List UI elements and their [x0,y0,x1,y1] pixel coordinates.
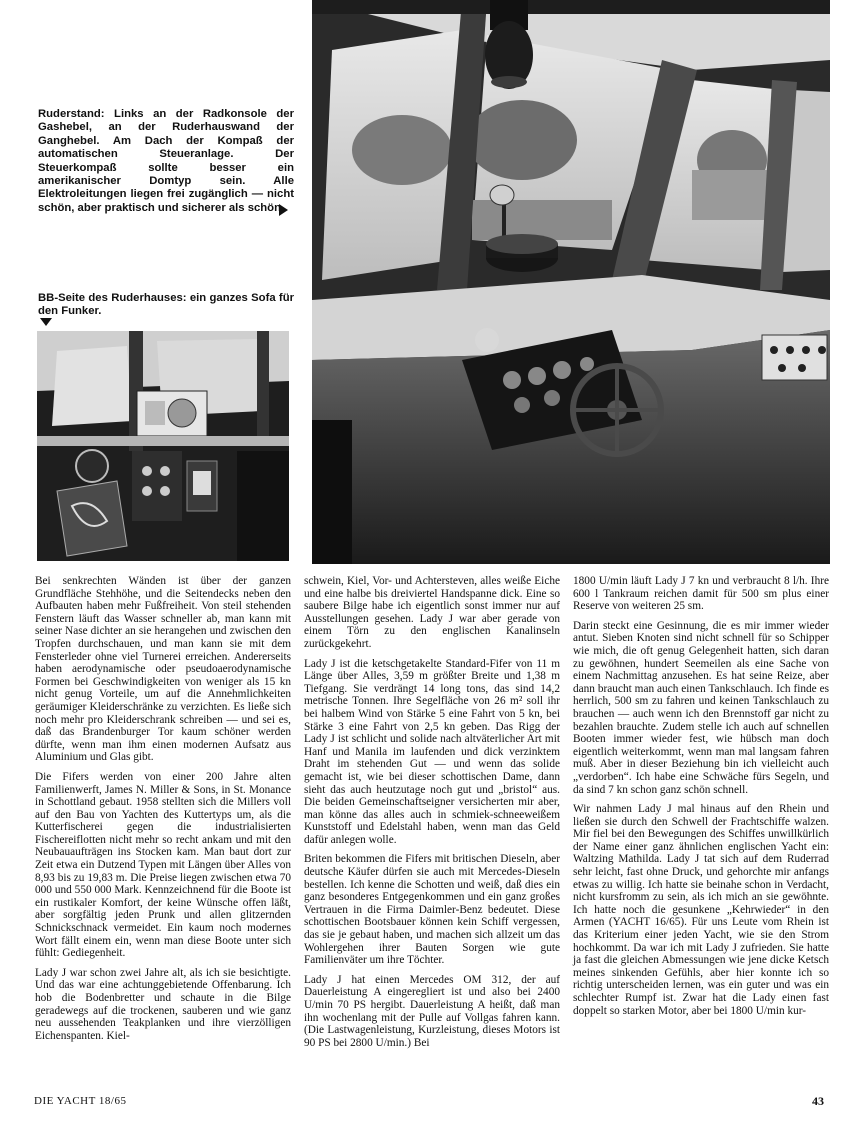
caption-ruderstand-text: Ruderstand: Links an der Radkonsole der Gashebel, an der Ruderhauswand der Ganghebel. Am Dach der Kompaß der automatischen Steueranlage. Der Steuerkompaß sollte besser ein amerikanischer Domtyp sein. Alle Elektroleitungen liegen frei zugänglich — nicht schön, aber praktisch und sicherer als schön. [38,108,294,214]
arrow-down-icon [40,318,52,326]
col2-paragraph-1: schwein, Kiel, Vor- und Achtersteven, alles weiße Eiche und eine halbe bis dreiviertel Handspanne dick. Eine so saubere Bilge habe ich eigentlich sonst immer nur auf Ausstellungen gesehen. Lady J war aber gerade von einem Törn zu den englischen Kanalinseln zurückgekehrt. [304,575,560,650]
col3-paragraph-3: Wir nahmen Lady J mal hinaus auf den Rhein und ließen sie durch den Schwell der Frachtschiffe walzen. Mir fiel bei den Bewegungen des Schiffes unwillkürlich der Name einer ganz ähnlichen englischen Yacht ein: Waltzing Mathilda. Lady J tat sich auf dem Ruderrad sehr leicht, fast ohne Druck, und gehorchte mir anfangs etwas zu willig. Ich hatte sie beinahe schon in Verdacht, nicht kursfromm zu sein, als ich mich an sie gewöhnte. Ich hatte noch die gesunkene „Kehrwieder“ in den Armen (YACHT 16/65). Für uns Leute vom Rhein ist das Kriterium einer jeden Yacht, wie sie den Strom hochkommt. Da war ich mit Lady J zufrieden. Sie hatte ja fast die gleichen Abmessungen wie jene dicke Ketsch meines sinkenden Gefühls, aber hier konnte ich so richtig unterscheiden lernen, was ein guter und was ein schlechter Rumpf ist. Zwar hat die Lady einen fast doppelt so starken Motor, aber bei 1800 U/min kur- [573,803,829,1017]
col1-paragraph-2: Die Fifers werden von einer 200 Jahre alten Familienwerft, James N. Miller & Sons, in St. Monance in Schottland gebaut. 1958 stellten sich die Millers voll auf den Bau von Yachten des Kuttertyps um, als die Kutterfischerei gegen die industrialisierten Fischereiflotten nicht mehr so recht ankam und mit den Neubauaufträgen ins Stocken kam. Man baut dort zur Zeit etwa ein Dutzend Typen mit Längen über Alles von 8,93 bis zu 19,83 m. Die Preise liegen zwischen etwa 70 000 und 550 000 Mark. Kennzeichnend für die Boote ist ein rustikaler Komfort, der keine Wünsche offen läßt, aber sorgfältig jeden Prunk und allen glitzernden Schnickschnack vermeidet. Ein kaum noch modernes Wort fällt einem ein, wenn man diese Boote unter sich fühlt: Gediegenheit. [35,770,291,960]
caption-bb-seite [38,292,294,319]
text-column-2 [304,575,560,1056]
text-column-1 [35,575,291,1049]
col2-paragraph-3: Briten bekommen die Fifers mit britischen Dieseln, aber deutsche Käufer dürfen sie auch mit Mercedes-Dieseln bestellen. Ich kenne die Schotten und weiß, daß dies ein ganz besonderes Entgegenkommen und ein ganz großes Vertrauen in die Firma Daimler-Benz bedeutet. Diese schottischen Bootsbauer können kein Schiff vergessen, das sie je gebaut haben, und machen sich allzeit um das Wohlergehen ihrer Bauten Sorgen wie gute Familienväter um ihre Töchter. [304,853,560,967]
photo-radio-sofa [37,331,289,561]
col2-paragraph-2: Lady J ist die ketschgetakelte Standard-Fifer von 11 m Länge über Alles, 3,59 m größter Breite und 1,38 m Tiefgang. Sie verdrängt 14 long tons, das sind 14,2 metrische Tonnen. Ihre Segelfläche von 26 m² soll ihr bei halbem Wind von Stärke 5 eine Fahrt von 5 kn, bei Stärke 3 eine Fahrt von 2,5 kn geben. Das Rigg der Lady J ist schlicht und solide nach altväterlicher Art mit Hanf und Manila im laufenden und dick verzinktem Draht im stehenden Gut — und wenn das solide gemacht ist, wie bei dieser schottischen Dame, dann sieht das auch heutzutage noch gut und „bristol“ aus. Die beiden Gemeinschaftseigner versicherten mir aber, man könne das alles auch in schmiek-schneeweißem Kunststoff und Edelstahl haben, wenn man das Geld dafür anlegen wolle. [304,657,560,846]
radio-illustration [37,331,289,561]
text-column-3 [573,575,829,1024]
arrow-right-icon [279,204,288,216]
wheelhouse-illustration [312,0,830,564]
col1-paragraph-1: Bei senkrechten Wänden ist über der ganzen Grundfläche Stehhöhe, und die Seitendecks neben den Aufbauten haben mehr Fußfreiheit. Von steil stehenden Fenstern läuft das Wasser schneller ab, man kann mit seiner Nase dichter an sie herangehen und zwischen den Tropfen durchschauen, und man kann sie mit dem Fensterleder ohne viel Turnerei erreichen. Andererseits haben aerodynamische oder pseudoaerodynamische Formen bei Geschwindigkeiten von weniger als 15 kn nicht genug Vorteile, um auf die Annehmlichkeiten geräumiger Kleiderschränke zu verzichten. Es ließe sich noch mehr pro Kleiderschrank schreiben — und sei es, daß das Brandenburger Tor kaum schöner werden dürfte, wenn man ihm einen modernen Aufsatz aus Aluminium und Glas gibt. [35,575,291,764]
footer-magazine-issue: DIE YACHT 18/65 [34,1095,127,1107]
col3-paragraph-2: Darin steckt eine Gesinnung, die es mir immer wieder antut. Sieben Knoten sind nicht schnell für so Schipper wie mich, die oft genug Gelegenheit hatten, sich daran zu gewöhnen, hundert Seemeilen als eine Sache von einem Nachmittag anzusehen. Es hat seine Reize, aber dann braucht man auch einen Tankschlauch. Ich finde es herrlich, 500 sm zu fahren und keinen Tankschlauch zu brauchen — auch wenn ich den Brennstoff gar nicht zu bezahlen brauchte. Zudem stelle ich auch auf schnellen Booten immer wieder fest, wie hübsch man doch eigentlich weiterkommt, wenn man mal langsam fahren muß. Aber in dieser Beziehung bin ich vielleicht auch „verdorben“. Ich habe eine Schwäche fürs Segeln, und da sind 7 kn schon ganz schön schnell. [573,619,829,796]
photo-wheelhouse [312,0,830,564]
page-number: 43 [812,1094,824,1108]
col2-paragraph-4: Lady J hat einen Mercedes OM 312, der auf Dauerleistung A eingeregliert ist und also bei 2400 U/min 70 PS hergibt. Dauerleistung A heißt, daß man ihn wochenlang mit der Pulle auf Vollgas fahren kann. (Die Lastwagenleistung, Kurzleistung, dieses Motors ist 90 PS bei 2800 U/min.) Bei [304,973,560,1049]
caption-ruderstand [38,108,294,215]
col1-paragraph-3: Lady J war schon zwei Jahre alt, als ich sie besichtigte. Und das war eine achtunggebietende Offenbarung. Ich hob die Bodenbretter und schaute in die Bilge geradewegs auf die trockenen, sauberen und wie ganz neu aussehenden Teakplanken und ihre vierzölligen Eichenspanten. Kiel- [35,966,291,1042]
caption-bb-seite-text: BB-Seite des Ruderhauses: ein ganzes Sofa für den Funker. [38,292,294,318]
col3-paragraph-1: 1800 U/min läuft Lady J 7 kn und verbraucht 8 l/h. Ihre 600 l Tankraum reichen damit für 500 sm plus einer Reserve von weiteren 25 sm. [573,575,829,613]
